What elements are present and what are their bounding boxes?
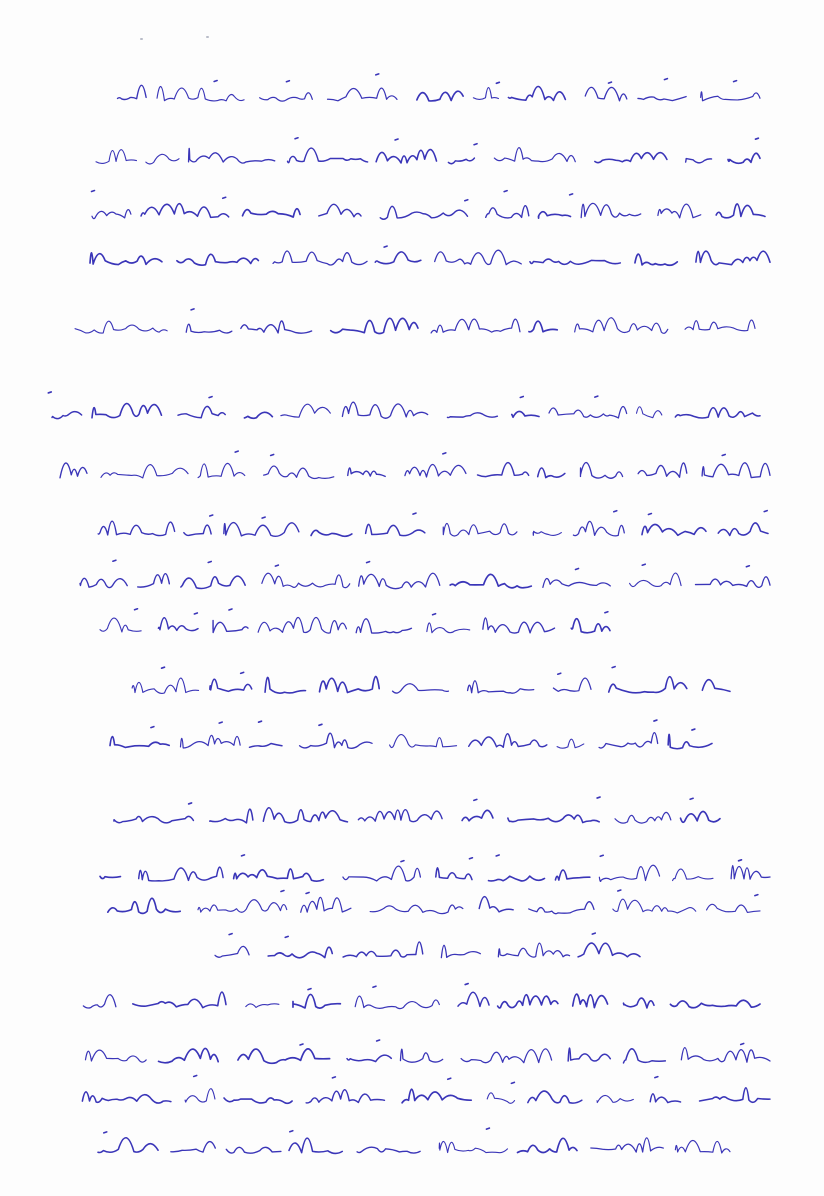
handwritten-word [357,1147,420,1153]
handwritten-dot [113,560,116,561]
handwritten-word [431,319,520,333]
handwritten-word [100,618,141,632]
handwritten-word [483,618,555,633]
handwritten-word [435,250,522,265]
handwritten-word [260,93,313,101]
handwritten-word [181,576,245,588]
handwritten-dot [570,194,573,195]
handwritten-word [696,251,770,264]
handwritten-word [613,899,696,913]
handwritten-dot [465,984,468,985]
handwritten-word [595,153,667,163]
handwritten-word [343,866,420,881]
handwritten-word [224,1098,292,1103]
handwritten-word [114,816,193,822]
handwritten-word [98,1138,158,1153]
handwritten-word [146,154,179,164]
handwritten-word [159,1048,219,1062]
handwritten-word [512,411,539,417]
handwritten-word [549,407,627,418]
handwritten-word [262,573,350,587]
handwritten-word [289,1138,342,1153]
handwritten-dot [229,934,232,935]
handwritten-word [489,876,545,881]
handwritten-word [478,463,529,477]
handwritten-dot [290,1131,293,1132]
handwritten-dot [208,561,211,562]
handwritten-word [311,530,352,536]
handwritten-dot [592,933,595,934]
handwritten-word [530,259,620,264]
handwritten-dot [504,191,507,192]
handwritten-word [448,158,474,164]
handwritten-word [139,867,223,881]
handwritten-word [273,251,367,265]
handwritten-word [380,206,467,219]
handwritten-word [157,87,244,101]
handwritten-word [473,88,498,100]
handwritten-word [356,619,411,633]
handwritten-word [110,737,169,748]
handwritten-word [358,810,442,822]
handwritten-word [580,463,622,479]
handwritten-word [238,1049,330,1063]
handwritten-word [461,1049,551,1063]
handwritten-dot [496,82,499,83]
handwritten-word [301,897,351,912]
handwritten-dot [612,667,615,668]
handwritten-word [686,159,712,163]
handwritten-dot [194,613,197,614]
handwritten-word [635,254,677,265]
handwritten-word [718,523,768,536]
handwritten-dot [235,451,238,452]
handwritten-word [578,943,640,957]
handwritten-dot [194,1075,197,1076]
handwritten-word [215,946,249,957]
handwritten-word [701,92,760,101]
handwritten-word [370,905,463,914]
handwritten-dot [189,803,192,804]
handwritten-word [366,524,425,535]
handwritten-dot [433,614,436,615]
handwritten-dot [209,397,212,398]
handwritten-word [681,1048,770,1063]
handwritten-dot [469,858,472,859]
handwritten-dot [332,1077,335,1078]
handwritten-word [508,815,599,823]
handwritten-word [246,1004,279,1008]
handwritten-dot [210,515,213,516]
handwritten-dot [373,986,376,987]
handwritten-word [599,733,658,748]
handwritten-word [210,809,253,823]
handwritten-word [158,618,198,631]
handwritten-word [436,868,472,880]
handwritten-word [599,865,659,881]
handwritten-dot [595,396,598,397]
handwritten-word [555,870,589,880]
handwritten-dot [162,667,165,668]
handwritten-word [427,623,470,633]
handwritten-word [439,1141,507,1152]
handwritten-dot [241,855,244,856]
handwritten-word [92,404,161,418]
handwritten-word [575,318,668,334]
handwritten-word [281,404,330,417]
handwritten-word [728,153,760,163]
handwritten-word [319,204,361,216]
handwritten-word [573,521,624,535]
handwritten-dot [275,565,278,566]
handwritten-dot [618,890,621,891]
handwritten-word [189,148,275,163]
handwritten-dot [722,454,725,455]
handwritten-word [265,677,305,693]
handwritten-word [553,678,591,691]
handwritten-dot [575,569,578,570]
handwritten-dot [319,724,322,725]
handwritten-word [331,318,418,333]
handwritten-word [132,678,198,693]
handwritten-dot [285,936,288,937]
handwritten-dot [241,672,244,673]
handwritten-word [101,465,188,478]
handwritten-dot [741,1043,744,1044]
handwritten-word [90,253,162,265]
handwritten-word [82,1092,170,1103]
handwritten-dot [259,721,262,722]
handwritten-dot [151,727,154,728]
handwritten-word [468,681,534,693]
handwritten-word [249,743,282,747]
handwritten-word [264,466,334,478]
handwritten-dot [600,855,603,856]
handwritten-dot [443,453,446,454]
handwritten-word [393,684,449,693]
handwritten-word [638,97,686,101]
handwritten-dot [300,1044,303,1045]
handwritten-word [198,900,287,912]
handwritten-word [80,578,127,587]
handwritten-dot [755,138,758,139]
handwritten-dot [286,81,289,82]
handwritten-dot [281,891,284,892]
handwritten-word [400,1049,442,1062]
handwritten-word [224,523,299,537]
handwritten-word [185,1089,215,1102]
handwritten-line [80,560,770,588]
handwritten-dot [448,1078,451,1079]
handwritten-word [390,735,457,748]
handwritten-word [638,463,687,477]
handwritten-word [543,578,610,587]
handwritten-word [60,463,87,478]
handwritten-word [343,942,423,957]
handwritten-word [92,210,131,219]
handwritten-dot [654,720,657,721]
handwritten-dot [377,1040,380,1041]
handwritten-line [108,890,760,914]
handwritten-word [695,577,770,588]
handwritten-word [138,574,170,587]
handwritten-word [171,1142,215,1153]
handwritten-word [83,995,116,1008]
handwritten-word [528,1091,582,1103]
handwritten-word [320,676,380,692]
handwritten-word [300,733,372,748]
handwritten-word [538,212,570,219]
handwritten-word [469,734,547,747]
handwritten-dot [734,81,737,82]
handwritten-line [48,392,760,419]
handwritten-dot [608,82,611,83]
handwritten-word [585,87,627,100]
handwritten-word [118,85,147,99]
handwritten-word [597,1095,633,1102]
handwritten-word [529,902,594,914]
handwritten-dot [558,673,561,674]
handwritten-dot [465,200,468,201]
handwritten-word [591,1138,663,1152]
handwritten-word [108,898,180,913]
handwritten-word [347,1055,391,1061]
handwritten-word [263,808,347,823]
handwritten-word [700,1088,770,1103]
handwritten-line [215,933,640,958]
handwritten-word [241,321,312,333]
handwritten-word [623,1049,665,1063]
handwritten-word [681,812,720,823]
handwritten-word [538,468,565,478]
handwritten-word [375,252,421,264]
handwritten-dot [384,246,387,247]
handwritten-dot [367,562,370,563]
handwritten-line [100,855,770,882]
handwritten-dot [692,729,695,730]
handwritten-dot [642,564,645,565]
handwritten-word [288,148,368,163]
handwritten-word [100,876,120,878]
handwritten-dot [229,609,232,610]
handwritten-word [557,739,584,748]
handwritten-word [52,412,82,419]
handwritten-dot [755,895,758,896]
handwritten-line [100,609,610,633]
handwritten-word [447,413,497,418]
handwritten-word [376,150,436,163]
handwritten-dot [511,1082,514,1083]
handwritten-word [486,206,529,218]
handwritten-word [85,1050,146,1062]
handwritten-dot [690,798,693,799]
handwritten-dot [520,396,523,397]
handwritten-dot [214,81,217,82]
handwritten-word [141,204,229,218]
handwritten-line [132,667,730,694]
handwritten-word [342,402,427,418]
handwritten-word [673,869,713,880]
handwritten-word [198,463,245,477]
handwritten-dot [295,138,298,139]
handwritten-word [668,734,712,748]
handwritten-word [479,897,513,912]
handwritten-dot [486,1128,489,1129]
handwritten-dot [648,514,651,515]
handwritten-dot [104,1132,107,1133]
handwritten-word [268,947,332,958]
handwritten-line [90,246,770,265]
handwritten-word [518,1138,577,1152]
handwritten-dot [91,191,94,192]
handwritten-dot [664,79,667,80]
handwritten-word [462,810,493,821]
handwritten-word [581,203,641,217]
handwritten-word [630,573,681,587]
handwritten-dot [605,612,608,613]
handwritten-word [702,463,770,478]
handwritten-word [498,995,558,1008]
handwritten-dot [401,861,404,862]
handwritten-line [114,797,720,823]
handwritten-dot [262,517,265,518]
handwritten-word [186,324,232,333]
handwritten-word [623,998,653,1008]
handwritten-line [82,1075,770,1103]
handwritten-word [180,735,240,748]
handwritten-line [110,720,712,749]
handwritten-word [306,1090,384,1103]
handwritten-dot [739,860,742,861]
handwritten-dot [223,197,226,198]
handwritten-word [258,618,346,634]
handwritten-line [85,1040,770,1063]
handwritten-dot [474,799,477,800]
handwritten-word [443,523,517,536]
handwritten-word [328,88,397,101]
handwritten-word [441,945,480,957]
handwritten-word [498,943,569,957]
handwritten-word [568,1048,610,1061]
handwritten-word [417,91,463,101]
handwritten-dot [655,1077,658,1078]
handwritten-word [508,86,565,100]
handwritten-word [96,150,136,164]
handwritten-word [405,465,466,477]
handwritten-word [650,1094,680,1103]
handwritten-word [226,1147,281,1153]
handwritten-word [178,406,225,417]
handwritten-dot [376,74,379,75]
handwritten-word [529,321,557,332]
handwritten-word [293,994,340,1008]
handwritten-word [210,679,252,691]
handwritten-word [487,1093,514,1104]
handwritten-word [450,574,531,587]
handwritten-line [75,309,755,334]
handwritten-word [348,468,385,476]
handwritten-dot [271,454,274,455]
handwritten-word [494,148,575,162]
handwritten-word [75,321,167,333]
handwritten-word [177,254,258,265]
handwritten-dot [614,511,617,512]
handwritten-word [573,994,608,1008]
handwritten-word [637,407,662,418]
handwritten-word [359,573,440,588]
handwritten-dot [764,511,767,512]
handwritten-word [184,525,211,535]
handwritten-dot [306,892,309,893]
handwritten-dot [597,797,600,798]
handwritten-line [118,74,760,101]
handwritten-word [731,866,770,880]
handwritten-word [615,812,671,823]
handwritten-dot [413,513,416,514]
handwritten-dot [395,139,398,140]
handwritten-word [533,531,561,535]
handwritten-line [98,511,768,537]
handwritten-line [83,984,760,1009]
handwritten-dot [48,392,51,393]
handwritten-word [571,619,610,633]
handwritten-word [234,869,324,881]
handwritten-word [402,1089,471,1103]
handwritten-word [133,992,226,1008]
handwritten-dot [474,144,477,145]
handwritten-word [244,412,272,418]
handwritten-word [702,680,730,692]
handwritten-word [98,521,174,535]
handwritten-word [675,408,760,418]
handwritten-word [458,992,489,1006]
handwritten-word [707,904,760,912]
handwritten-word [213,620,248,632]
handwritten-word [658,204,701,218]
handwritten-line [91,191,765,220]
handwritten-word [685,320,755,331]
handwritten-word [642,524,706,535]
handwritten-word [609,677,687,693]
handwritten-word [355,996,439,1008]
handwritten-dot [496,855,499,856]
handwritten-dot [219,722,222,723]
handwritten-word [243,209,301,217]
handwritten-word [670,1000,760,1008]
handwritten-dot [746,566,749,567]
handwritten-word [716,204,765,218]
handwritten-dot [191,309,194,310]
handwritten-line [96,138,760,164]
handwritten-dot [135,609,138,610]
handwritten-dot [308,989,311,990]
handwritten-line [60,451,770,478]
handwritten-word [675,1141,730,1153]
handwritten-line [98,1128,730,1153]
